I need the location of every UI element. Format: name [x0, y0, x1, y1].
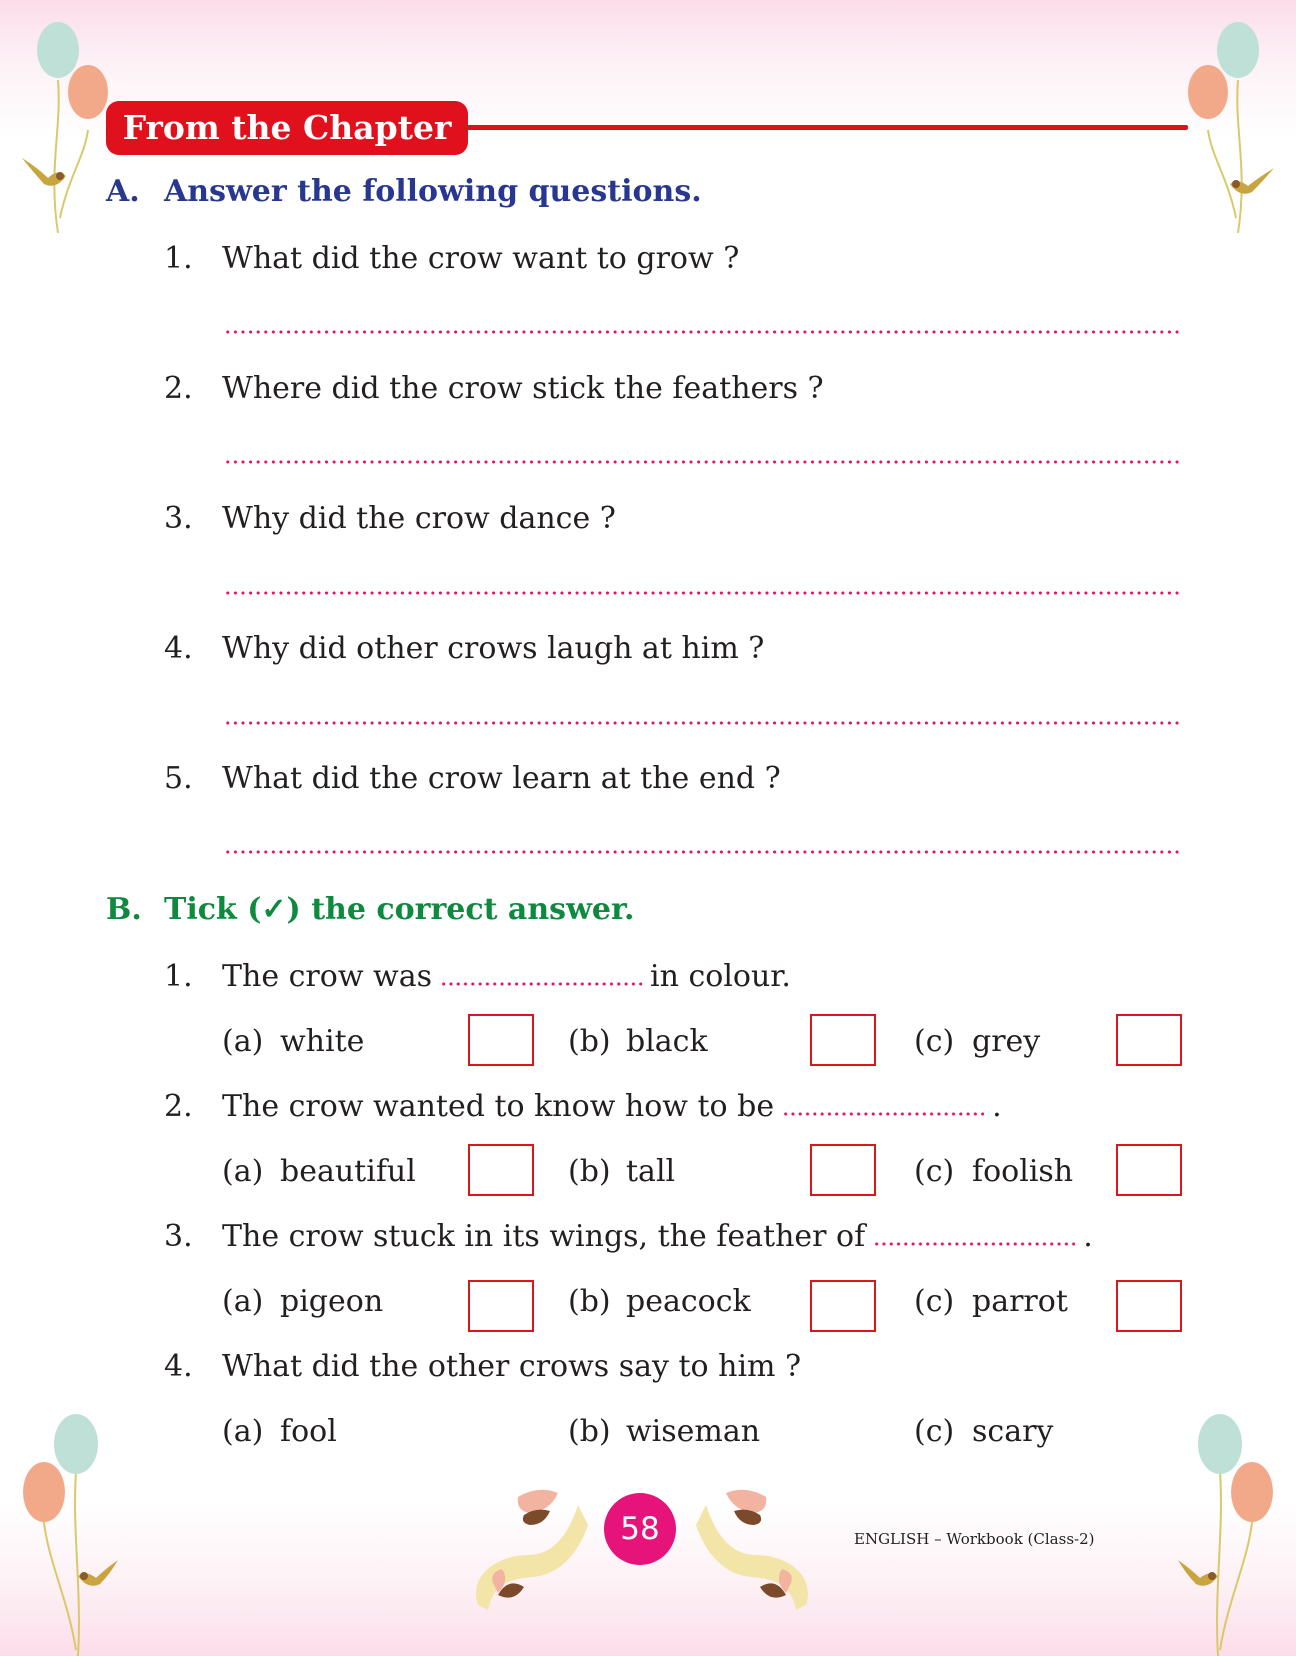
option-text: scary [972, 1414, 1054, 1449]
option-text: peacock [626, 1284, 751, 1319]
option-letter: (b) [568, 1414, 611, 1449]
page-number: 58 [604, 1493, 676, 1565]
question-number: 5. [164, 761, 193, 796]
question-number: 4. [164, 631, 193, 666]
option-text: fool [280, 1414, 337, 1449]
question-text: Why did other crows laugh at him ? [222, 631, 765, 666]
option-b2-a [222, 1150, 416, 1194]
answer-line-a1[interactable] [224, 330, 1182, 334]
header-rule [466, 125, 1188, 130]
question-b1 [164, 955, 791, 999]
question-number: 3. [164, 1219, 193, 1254]
answer-line-a3[interactable] [224, 591, 1182, 595]
option-letter: (c) [914, 1414, 955, 1449]
balloons-bottom-left-icon [18, 1410, 128, 1656]
section-b-heading [106, 892, 634, 927]
question-b3 [164, 1215, 1093, 1259]
fill-blank[interactable] [873, 1242, 1075, 1246]
option-letter: (c) [914, 1024, 955, 1059]
option-text: black [626, 1024, 708, 1059]
question-number: 2. [164, 371, 193, 406]
balloons-bottom-right-icon [1168, 1410, 1278, 1656]
balloons-top-right-icon [1178, 18, 1278, 238]
option-letter: (b) [568, 1024, 611, 1059]
question-a2 [164, 367, 824, 411]
answer-line-a2[interactable] [224, 460, 1182, 464]
option-b3-b [568, 1280, 751, 1324]
question-number: 3. [164, 501, 193, 536]
option-letter: (a) [222, 1024, 264, 1059]
fill-blank[interactable] [440, 982, 642, 986]
option-b1-c [914, 1020, 1040, 1064]
section-b-title: Tick (✓) the correct answer. [164, 892, 635, 927]
question-number: 1. [164, 241, 193, 276]
tick-box-b1-b[interactable] [810, 1014, 876, 1066]
option-text: parrot [972, 1284, 1068, 1319]
option-text: tall [626, 1154, 676, 1189]
tick-box-b2-b[interactable] [810, 1144, 876, 1196]
option-letter: (b) [568, 1284, 611, 1319]
option-b2-c [914, 1150, 1073, 1194]
question-a4 [164, 627, 764, 671]
option-letter: (a) [222, 1284, 264, 1319]
tick-box-b3-c[interactable] [1116, 1280, 1182, 1332]
option-text: pigeon [280, 1284, 384, 1319]
question-text: The crow stuck in its wings, the feather of [222, 1219, 866, 1254]
question-text: What did the crow learn at the end ? [222, 761, 781, 796]
option-b2-b [568, 1150, 675, 1194]
birds-left-icon [458, 1485, 588, 1615]
question-number: 4. [164, 1349, 193, 1384]
option-letter: (b) [568, 1154, 611, 1189]
section-b-letter: B. [106, 892, 142, 927]
question-number: 2. [164, 1089, 193, 1124]
question-a1 [164, 237, 739, 281]
question-number: 1. [164, 959, 193, 994]
question-text: Why did the crow dance ? [222, 501, 616, 536]
fill-blank[interactable] [782, 1112, 984, 1116]
option-letter: (c) [914, 1154, 955, 1189]
option-b4-a [222, 1410, 337, 1454]
question-text: What did the crow want to grow ? [222, 241, 740, 276]
section-a-heading [106, 174, 702, 209]
option-b4-c [914, 1410, 1053, 1454]
question-b2 [164, 1085, 1002, 1129]
option-text: white [280, 1024, 365, 1059]
balloons-top-left-icon [18, 18, 118, 238]
option-b1-a [222, 1020, 364, 1064]
option-b4-b [568, 1410, 760, 1454]
question-text-end: in colour. [650, 959, 791, 994]
tick-box-b1-c[interactable] [1116, 1014, 1182, 1066]
question-text: The crow wanted to know how to be [222, 1089, 775, 1124]
answer-line-a4[interactable] [224, 721, 1182, 725]
section-a-letter: A. [106, 174, 140, 209]
tick-box-b1-a[interactable] [468, 1014, 534, 1066]
tick-box-b2-a[interactable] [468, 1144, 534, 1196]
option-b3-c [914, 1280, 1068, 1324]
tick-box-b3-b[interactable] [810, 1280, 876, 1332]
section-a-title: Answer the following questions. [164, 174, 702, 209]
option-letter: (a) [222, 1414, 264, 1449]
footer-book-title: ENGLISH – Workbook (Class-2) [854, 1530, 1095, 1548]
question-b4 [164, 1345, 801, 1389]
question-a3 [164, 497, 616, 541]
option-text: wiseman [626, 1414, 761, 1449]
question-text-end: . [992, 1089, 1002, 1124]
option-b1-b [568, 1020, 708, 1064]
question-text: The crow was [222, 959, 432, 994]
birds-right-icon [696, 1485, 826, 1615]
option-letter: (a) [222, 1154, 264, 1189]
chapter-badge: From the Chapter [106, 101, 468, 155]
option-text: foolish [972, 1154, 1074, 1189]
answer-line-a5[interactable] [224, 850, 1182, 854]
question-a5 [164, 757, 781, 801]
option-text: beautiful [280, 1154, 416, 1189]
option-letter: (c) [914, 1284, 955, 1319]
question-text: What did the other crows say to him ? [222, 1349, 802, 1384]
option-b3-a [222, 1280, 383, 1324]
tick-box-b3-a[interactable] [468, 1280, 534, 1332]
option-text: grey [972, 1024, 1041, 1059]
question-text: Where did the crow stick the feathers ? [222, 371, 824, 406]
tick-box-b2-c[interactable] [1116, 1144, 1182, 1196]
question-text-end: . [1083, 1219, 1093, 1254]
